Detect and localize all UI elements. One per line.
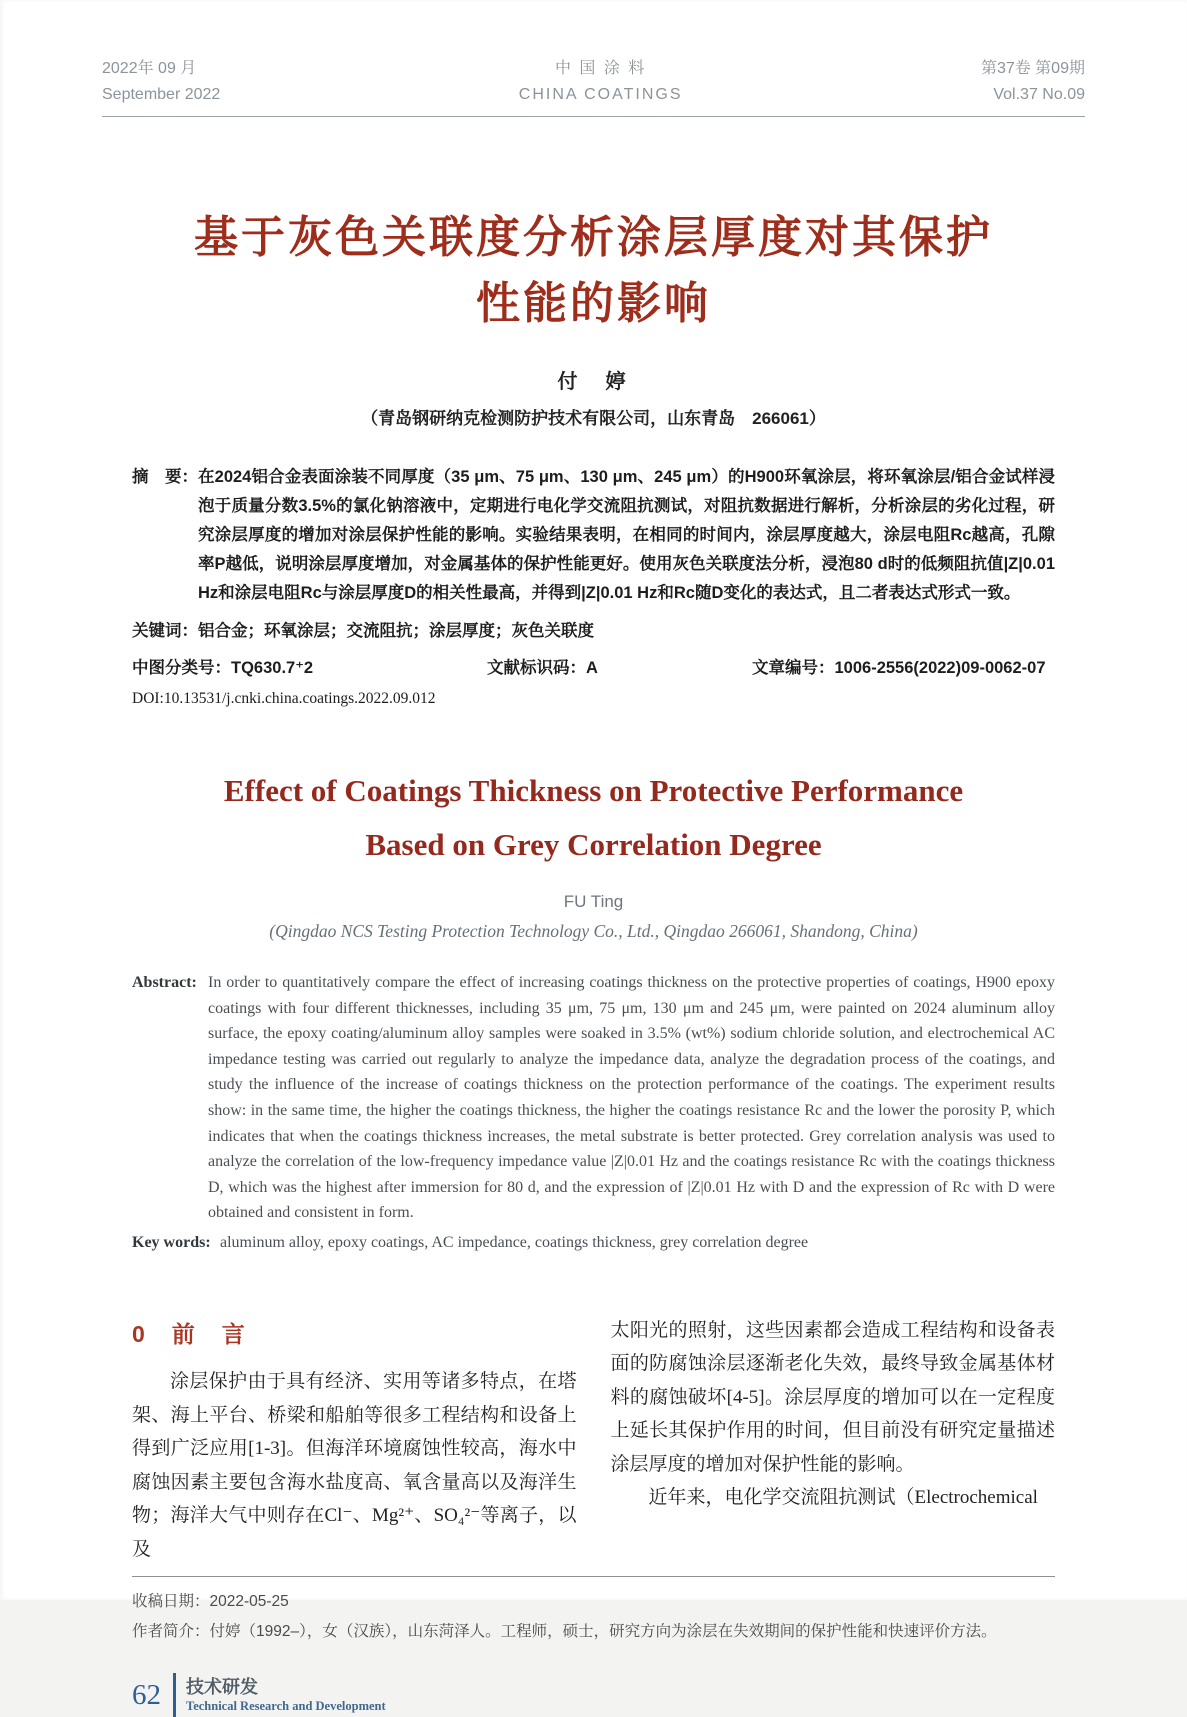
- keywords-en-text: aluminum alloy, epoxy coatings, AC impedance, coatings thickness, grey correlation degree: [220, 1233, 809, 1251]
- footer-divider-bar: [173, 1673, 176, 1717]
- keywords-en-label: Key words:: [132, 1233, 211, 1251]
- author-en: FU Ting: [563, 892, 624, 911]
- abstract-cn-label: 摘 要：: [132, 468, 198, 486]
- author-cn: 付 婷: [557, 371, 630, 393]
- header-journal-cn: 中 国 涂 料: [554, 60, 647, 77]
- journal-header: [102, 56, 1085, 108]
- page-footer: [132, 1673, 1055, 1717]
- header-issue-cn: 第37卷 第09期: [980, 60, 1085, 77]
- header-date-cn: 2022年 09 月: [102, 60, 197, 77]
- header-date-en: September 2022: [102, 86, 221, 103]
- article-title-en: [102, 764, 1085, 872]
- section-0-paragraph-right-2: 近年来，电化学交流阻抗测试（Electrochemical: [648, 1487, 1038, 1509]
- article-title-en-line1: Effect of Coatings Thickness on Protective Performance: [223, 773, 964, 808]
- footnotes: [132, 1587, 1055, 1647]
- section-0-paragraph-right: 太阳光的照射，这些因素都会造成工程结构和设备表面的防腐蚀涂层逐渐老化失效，最终导致金属基体材料的腐蚀破坏[4-5]。涂层厚度的增加可以在一定程度上延长其保护作用的时间，但目前没有研究定量描述涂层厚度的增加对保护性能的影响。: [610, 1319, 1055, 1475]
- footer-column-en: Technical Research and Development: [186, 1699, 386, 1714]
- article-title-en-line2: Based on Grey Correlation Degree: [365, 827, 822, 862]
- body-column-left: [132, 1314, 577, 1567]
- section-0-paragraph-left: 涂层保护由于具有经济、实用等诸多特点，在塔架、海上平台、桥梁和船舶等很多工程结构和设备上得到广泛应用[1-3]。但海洋环境腐蚀性较高，海水中腐蚀因素主要包含海水盐度高、氧含量高以及海洋生物；海洋大气中则存在Cl⁻、Mg²⁺、SO₄²⁻等离子，以及: [132, 1371, 577, 1560]
- body-columns: [132, 1314, 1055, 1567]
- clc-number: 中图分类号：TQ630.7⁺2: [132, 659, 314, 677]
- section-0-heading: 0 前 言: [132, 1320, 247, 1347]
- keywords-en: [132, 1234, 1055, 1252]
- article-id: 文章编号：1006-2556(2022)09-0062-07: [752, 659, 1046, 677]
- header-issue: [981, 56, 1085, 108]
- header-issue-en: Vol.37 No.09: [993, 86, 1085, 103]
- doi: DOI:10.13531/j.cnki.china.coatings.2022.09.012: [132, 690, 436, 707]
- article-body: [102, 1314, 1085, 1717]
- author-bio: 作者简介：付婷（1992–），女（汉族），山东菏泽人。工程师，硕士，研究方向为涂层在失效期间的保护性能和快速评价方法。: [132, 1623, 997, 1641]
- article-title-cn: [102, 205, 1085, 337]
- header-journal-en: CHINA COATINGS: [518, 86, 683, 103]
- affiliation-cn: （青岛钢研纳克检测防护技术有限公司，山东青岛 266061）: [361, 409, 826, 428]
- footer-column-cn: 技术研发: [186, 1677, 258, 1698]
- header-date: [102, 56, 220, 108]
- page-number: 62: [132, 1678, 161, 1711]
- header-divider: [102, 116, 1085, 117]
- header-journal-name: [519, 56, 683, 108]
- english-front-matter: [102, 970, 1085, 1252]
- keywords-cn: 关键词：铝合金；环氧涂层；交流阻抗；涂层厚度；灰色关联度: [132, 622, 594, 640]
- abstract-cn: [132, 463, 1055, 608]
- classification-row: [132, 654, 1055, 678]
- abstract-en: [132, 970, 1055, 1226]
- footer-column-title: [186, 1676, 386, 1714]
- article-title-cn-line2: 性能的影响: [476, 279, 711, 328]
- received-date: 收稿日期：2022-05-25: [132, 1593, 289, 1611]
- abstract-en-label: Abstract:: [132, 974, 197, 991]
- front-matter: [102, 463, 1085, 708]
- article-title-cn-line1: 基于灰色关联度分析涂层厚度对其保护: [194, 213, 993, 262]
- abstract-cn-text: 在2024铝合金表面涂装不同厚度（35 μm、75 μm、130 μm、245 μm）的H900环氧涂层，将环氧涂层/铝合金试样浸泡于质量分数3.5%的氯化钠溶液中，定期进行电化学交流阻抗测试，对阻抗数据进行解析，分析涂层的劣化过程，研究涂层厚度的增加对涂层保护性能的影响。实验结果表明，在相同的时间内，涂层厚度越大，涂层电阻Rc越高，孔隙率P越低，说明涂层厚度增加，对金属基体的保护性能更好。使用灰色关联度法分析，浸泡80 d时的低频阻抗值|Z|0.01 Hz和涂层电阻Rc与涂层厚度D的相关性最高，并得到|Z|0.01 Hz和Rc随D变化的表达式，且二者表达式形式一致。: [198, 468, 1055, 602]
- body-column-right: [611, 1314, 1056, 1567]
- footnote-divider: [132, 1576, 1055, 1577]
- abstract-en-text: In order to quantitatively compare the effect of increasing coatings thickness on the protective properties of coatings, H900 epoxy coatings with four different thicknesses, including 35 μm, 75 μm, 130 μm and 245 μm, were painted on 2024 aluminum alloy surface, the epoxy coating/aluminum alloy samples were soaked in 3.5% (wt%) sodium chloride solution, and electrochemical AC impedance testing was carried out regularly to analyze the impedance data, analyze the degradation process of the coatings, and study the influence of the increase of coatings thickness on the protection performance of the coatings. The experiment results show: in the same time, the higher the coatings thickness, the higher the coatings resistance Rc and the lower the porosity P, which indicates that when the coatings thickness increases, the metal substrate is better protected. Grey correlation analysis was used to analyze the correlation of the low-frequency impedance value |Z|0.01 Hz and the coatings resistance Rc with the coatings thickness D, which was the highest after immersion for 80 d, and the expression of |Z|0.01 Hz with D and the expression of Rc with D were obtained and consistent in form.: [208, 974, 1055, 1222]
- document-code: 文献标识码：A: [487, 659, 598, 677]
- affiliation-en: (Qingdao NCS Testing Protection Technology Co., Ltd., Qingdao 266061, Shandong, China): [269, 921, 918, 941]
